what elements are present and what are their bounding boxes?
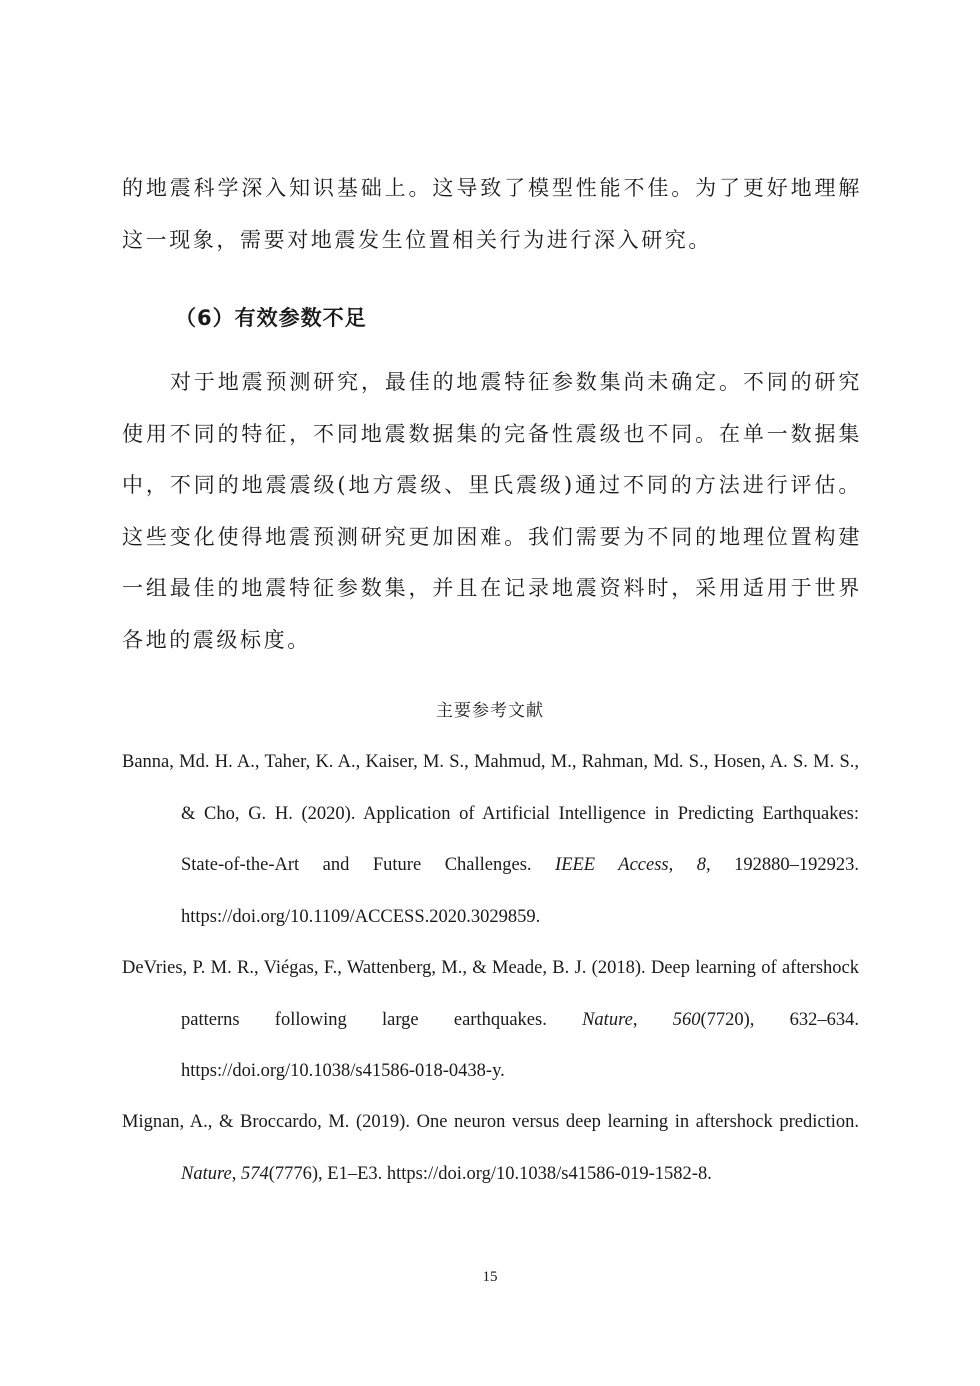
reference-volume: 574	[240, 1163, 269, 1184]
reference-volume: 560	[672, 1009, 701, 1030]
reference-rest: (7720), 632–634. https://doi.org/10.1038/s41586-018-0438-y.	[181, 1009, 860, 1081]
reference-journal: Nature	[181, 1163, 232, 1184]
paragraph-continued: 的地震科学深入知识基础上。这导致了模型性能不佳。为了更好地理解这一现象，需要对地震发生位置相关行为进行深入研究。	[122, 176, 862, 252]
page-number: 15	[482, 1269, 498, 1285]
references-title: 主要参考文献	[436, 701, 544, 721]
reference-separator: ,	[231, 1163, 241, 1184]
reference-journal: Nature	[582, 1009, 633, 1030]
reference-journal: IEEE Access	[555, 855, 669, 875]
reference-authors-title: Banna, Md. H. A., Taher, K. A., Kaiser, M. S., Mahmud, M., Rahman, Md. S., Hosen, A. S. M. S., & Cho, G. H. (2020). Application of Artificial Intelligence in Predicting Earthquakes: State-of-the-Art and Future Challenges.	[122, 752, 859, 875]
section-heading: （6）有效参数不足	[175, 306, 367, 330]
reference-rest: (7776), E1–E3. https://doi.org/10.1038/s41586-019-1582-8.	[268, 1163, 712, 1184]
reference-separator: ,	[632, 1009, 673, 1030]
reference-volume: 8	[696, 855, 706, 875]
reference-rest: , 192880–192923. https://doi.org/10.1109/ACCESS.2020.3029859.	[181, 855, 860, 927]
reference-authors-title: Mignan, A., & Broccardo, M. (2019). One neuron versus deep learning in aftershock prediction.	[122, 1112, 859, 1132]
reference-separator: ,	[668, 855, 697, 875]
reference-authors-title: DeVries, P. M. R., Viégas, F., Wattenberg, M., & Meade, B. J. (2018). Deep learning of aftershock patterns following large earthquakes.	[122, 958, 859, 1030]
reference-item	[122, 1097, 859, 1200]
paragraph-parameters: 对于地震预测研究，最佳的地震特征参数集尚未确定。不同的研究使用不同的特征，不同地震数据集的完备性震级也不同。在单一数据集中，不同的地震震级(地方震级、里氏震级)通过不同的方法进行评估。这些变化使得地震预测研究更加困难。我们需要为不同的地理位置构建一组最佳的地震特征参数集，并且在记录地震资料时，采用适用于世界各地的震级标度。	[122, 370, 862, 652]
reference-item	[122, 943, 859, 1098]
reference-item	[122, 737, 859, 943]
